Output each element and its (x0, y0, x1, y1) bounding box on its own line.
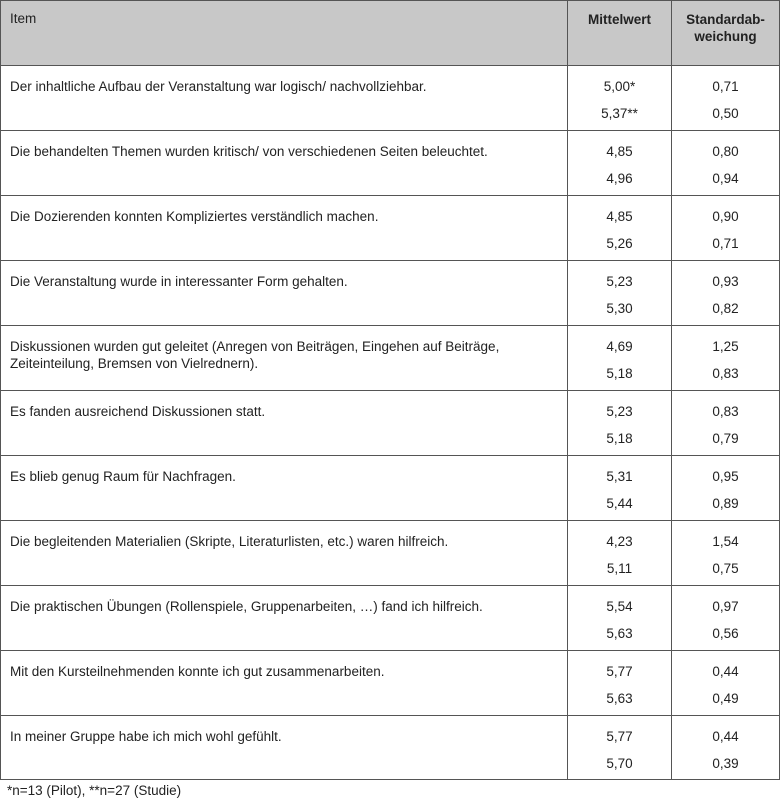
sd-cell (672, 196, 780, 261)
mean-study: 5,18 (606, 431, 633, 446)
sd-pilot: 0,80 (712, 144, 739, 159)
sd-study: 0,49 (712, 691, 739, 706)
mean-pilot: 4,69 (606, 339, 633, 354)
sd-cell (672, 521, 780, 586)
mean-cell (568, 586, 672, 651)
mean-study: 5,11 (606, 561, 633, 576)
table-row (1, 261, 780, 326)
mean-study: 5,37** (601, 106, 638, 121)
sd-study: 0,89 (712, 496, 739, 511)
mean-pilot: 5,54 (606, 599, 633, 614)
table-row (1, 456, 780, 521)
sd-cell (672, 586, 780, 651)
mean-cell (568, 196, 672, 261)
sd-study: 0,50 (712, 106, 739, 121)
header-standard-deviation (672, 1, 780, 66)
sd-pilot: 0,71 (712, 79, 739, 94)
sd-cell (672, 66, 780, 131)
mean-study: 5,30 (606, 301, 633, 316)
mean-study: 5,63 (606, 626, 633, 641)
table-row (1, 651, 780, 716)
mean-pilot: 5,77 (606, 664, 633, 679)
item-text: Die praktischen Übungen (Rollenspiele, Gruppenarbeiten, …) fand ich hilfreich. (1, 586, 568, 651)
mean-cell (568, 651, 672, 716)
table-header-row (1, 1, 780, 66)
sd-pilot: 0,95 (712, 469, 739, 484)
sd-study: 0,83 (712, 366, 739, 381)
mean-cell (568, 66, 672, 131)
table-row (1, 391, 780, 456)
sd-pilot: 0,93 (712, 274, 739, 289)
item-text: Es fanden ausreichend Diskussionen statt. (1, 391, 568, 456)
sd-pilot: 0,44 (712, 664, 739, 679)
item-text: Es blieb genug Raum für Nachfragen. (1, 456, 568, 521)
item-text: Der inhaltliche Aufbau der Veranstaltung war logisch/ nachvollziehbar. (1, 66, 568, 131)
sd-study: 0,79 (712, 431, 739, 446)
sd-cell (672, 716, 780, 780)
item-text: Die Veranstaltung wurde in interessanter Form gehalten. (1, 261, 568, 326)
mean-pilot: 5,31 (606, 469, 633, 484)
mean-pilot: 5,77 (606, 729, 633, 744)
sd-cell (672, 261, 780, 326)
item-text: Die behandelten Themen wurden kritisch/ von verschiedenen Seiten beleuchtet. (1, 131, 568, 196)
sd-pilot: 0,44 (712, 729, 739, 744)
table-row (1, 716, 780, 780)
item-text: Diskussionen wurden gut geleitet (Anregen von Beiträgen, Eingehen auf Beiträge, Zeiteinteilung, Bremsen von Vielrednern). (1, 326, 568, 391)
mean-study: 5,44 (606, 496, 633, 511)
mean-cell (568, 326, 672, 391)
mean-pilot: 5,23 (606, 404, 633, 419)
mean-study: 5,18 (606, 366, 633, 381)
sd-pilot: 0,90 (712, 209, 739, 224)
sd-study: 0,75 (712, 561, 739, 576)
item-text: Die Dozierenden konnten Kompliziertes verständlich machen. (1, 196, 568, 261)
table-row (1, 586, 780, 651)
table-row (1, 326, 780, 391)
item-text: In meiner Gruppe habe ich mich wohl gefühlt. (1, 716, 568, 780)
mean-cell (568, 391, 672, 456)
mean-pilot: 4,85 (606, 209, 633, 224)
table-row (1, 66, 780, 131)
sd-cell (672, 456, 780, 521)
mean-cell (568, 456, 672, 521)
sd-pilot: 0,83 (712, 404, 739, 419)
mean-pilot: 5,00* (603, 79, 636, 94)
sd-study: 0,39 (712, 756, 739, 771)
mean-cell (568, 261, 672, 326)
sd-pilot: 0,97 (712, 599, 739, 614)
item-text: Die begleitenden Materialien (Skripte, Literaturlisten, etc.) waren hilfreich. (1, 521, 568, 586)
table-row (1, 521, 780, 586)
header-mean: Mittelwert (568, 1, 672, 66)
mean-cell (568, 716, 672, 780)
sd-cell (672, 131, 780, 196)
table-row (1, 131, 780, 196)
header-sd-line2: weichung (694, 29, 757, 44)
mean-cell (568, 521, 672, 586)
sd-study: 0,56 (712, 626, 739, 641)
mean-pilot: 4,23 (606, 534, 633, 549)
sd-pilot: 1,25 (712, 339, 739, 354)
sd-study: 0,94 (712, 171, 739, 186)
table-body (1, 66, 780, 780)
mean-study: 5,63 (606, 691, 633, 706)
sd-pilot: 1,54 (712, 534, 739, 549)
footnote: *n=13 (Pilot), **n=27 (Studie) (7, 783, 182, 798)
sd-study: 0,82 (712, 301, 739, 316)
mean-study: 5,26 (606, 236, 633, 251)
mean-pilot: 5,23 (606, 274, 633, 289)
sd-cell (672, 391, 780, 456)
mean-study: 4,96 (606, 171, 633, 186)
sd-cell (672, 326, 780, 391)
table-row (1, 196, 780, 261)
header-sd-line1: Standardab- (686, 12, 765, 27)
mean-pilot: 4,85 (606, 144, 633, 159)
item-text: Mit den Kursteilnehmenden konnte ich gut zusammenarbeiten. (1, 651, 568, 716)
sd-study: 0,71 (712, 236, 739, 251)
mean-cell (568, 131, 672, 196)
header-item: Item (1, 1, 568, 66)
mean-study: 5,70 (606, 756, 633, 771)
sd-cell (672, 651, 780, 716)
